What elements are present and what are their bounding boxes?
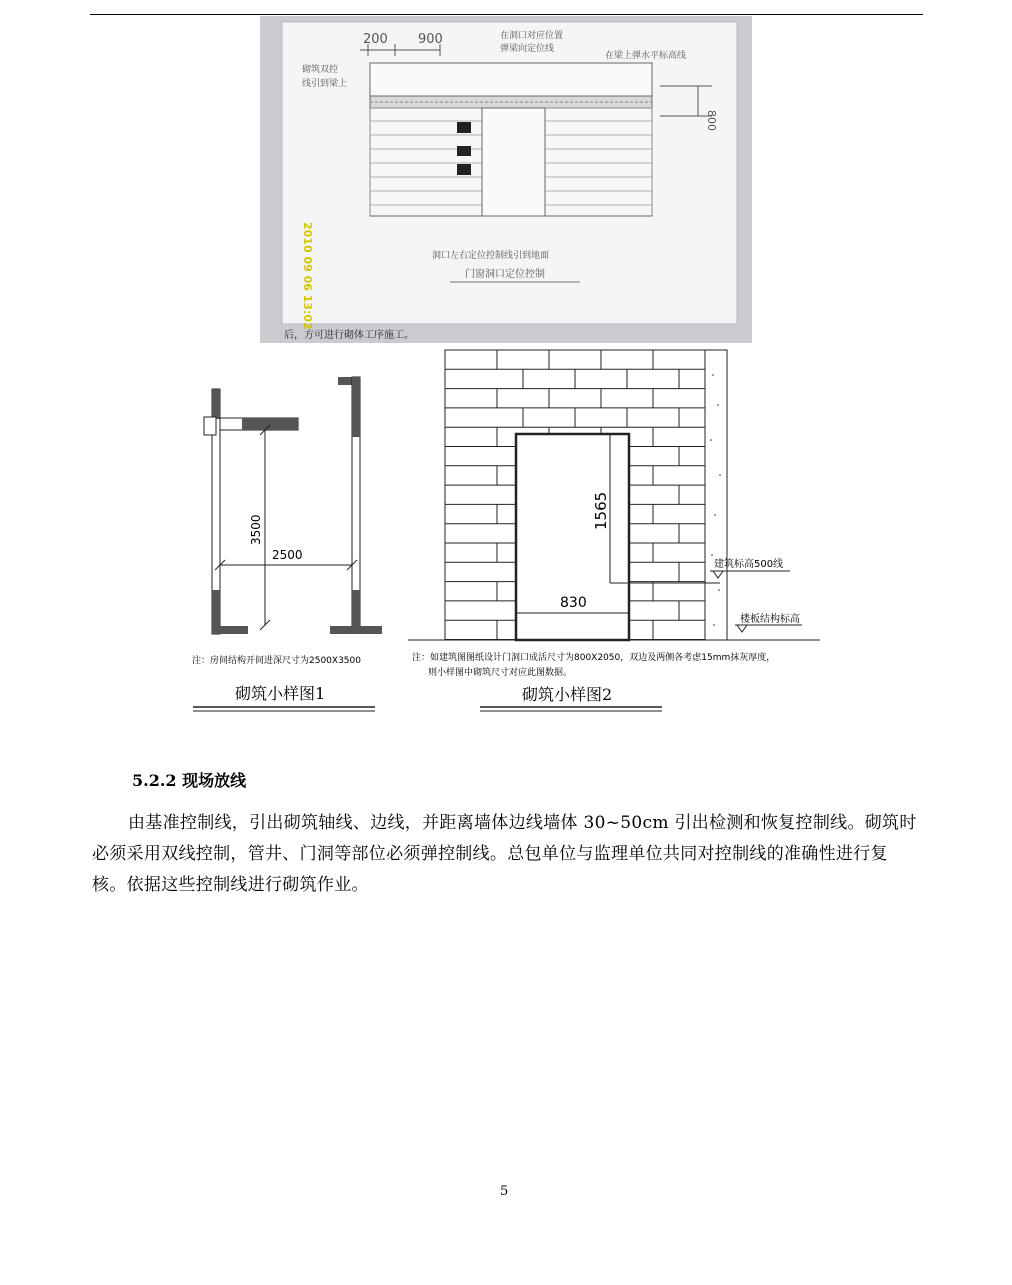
- sample1-caption: 砌筑小样图1: [235, 684, 326, 703]
- date-stamp: 2010 09 06 13:02: [301, 222, 314, 330]
- brick-wall-sample-2: [408, 350, 820, 711]
- note-opening-1: 在洞口对应位置: [500, 31, 564, 41]
- note-double-1: 砌筑双控: [302, 65, 339, 75]
- dim-800: 800: [705, 110, 718, 131]
- label-500-line: 建筑标高500线: [714, 559, 784, 570]
- room-plan-sample-1: [192, 377, 382, 711]
- dim-height-1565: 1565: [592, 491, 610, 530]
- label-slab-level: 楼板结构标高: [740, 614, 800, 625]
- photo-footer: 后，方可进行砌体工序施工。: [284, 330, 414, 341]
- sample2-note-2: 则小样图中砌筑尺寸对应此图数据。: [428, 668, 573, 678]
- dim-900: 900: [418, 32, 443, 47]
- dim-width-830: 830: [560, 595, 587, 611]
- sample2-note-1: 注：如建筑图图纸设计门洞口成活尺寸为800X2050，双边及两侧各考虑15mm抹灰厚度，: [412, 653, 776, 663]
- sample-diagrams: [190, 345, 820, 720]
- bottom-note: 洞口左右定位控制线引到地面: [432, 251, 550, 261]
- note-opening-2: 弹梁向定位线: [500, 44, 555, 54]
- dim-width-2500: 2500: [272, 548, 303, 562]
- note-beam-level: 在梁上弹水平标高线: [605, 51, 687, 61]
- note-double-2: 线引到梁上: [302, 79, 348, 89]
- section-title: 5.2.2 现场放线: [132, 771, 247, 790]
- dim-height-3500: 3500: [249, 514, 263, 545]
- section-paragraph: 由基准控制线，引出砌筑轴线、边线，并距离墙体边线墙体 30~50cm 引出检测和恢复控制线。砌筑时必须采用双线控制，管井、门洞等部位必须弹控制线。总包单位与监理单位共同对控制线的准确性进行复核。依据这些控制线进行砌筑作业。: [92, 813, 917, 895]
- dim-200: 200: [363, 32, 388, 47]
- photo-caption: 门窗洞口定位控制: [465, 269, 545, 280]
- top-rule: [90, 14, 923, 15]
- door-opening-control-photo: [260, 16, 752, 343]
- page-number: 5: [500, 1184, 509, 1199]
- sample1-note: 注：房间结构开间进深尺寸为2500X3500: [192, 656, 361, 666]
- sample2-caption: 砌筑小样图2: [522, 685, 613, 704]
